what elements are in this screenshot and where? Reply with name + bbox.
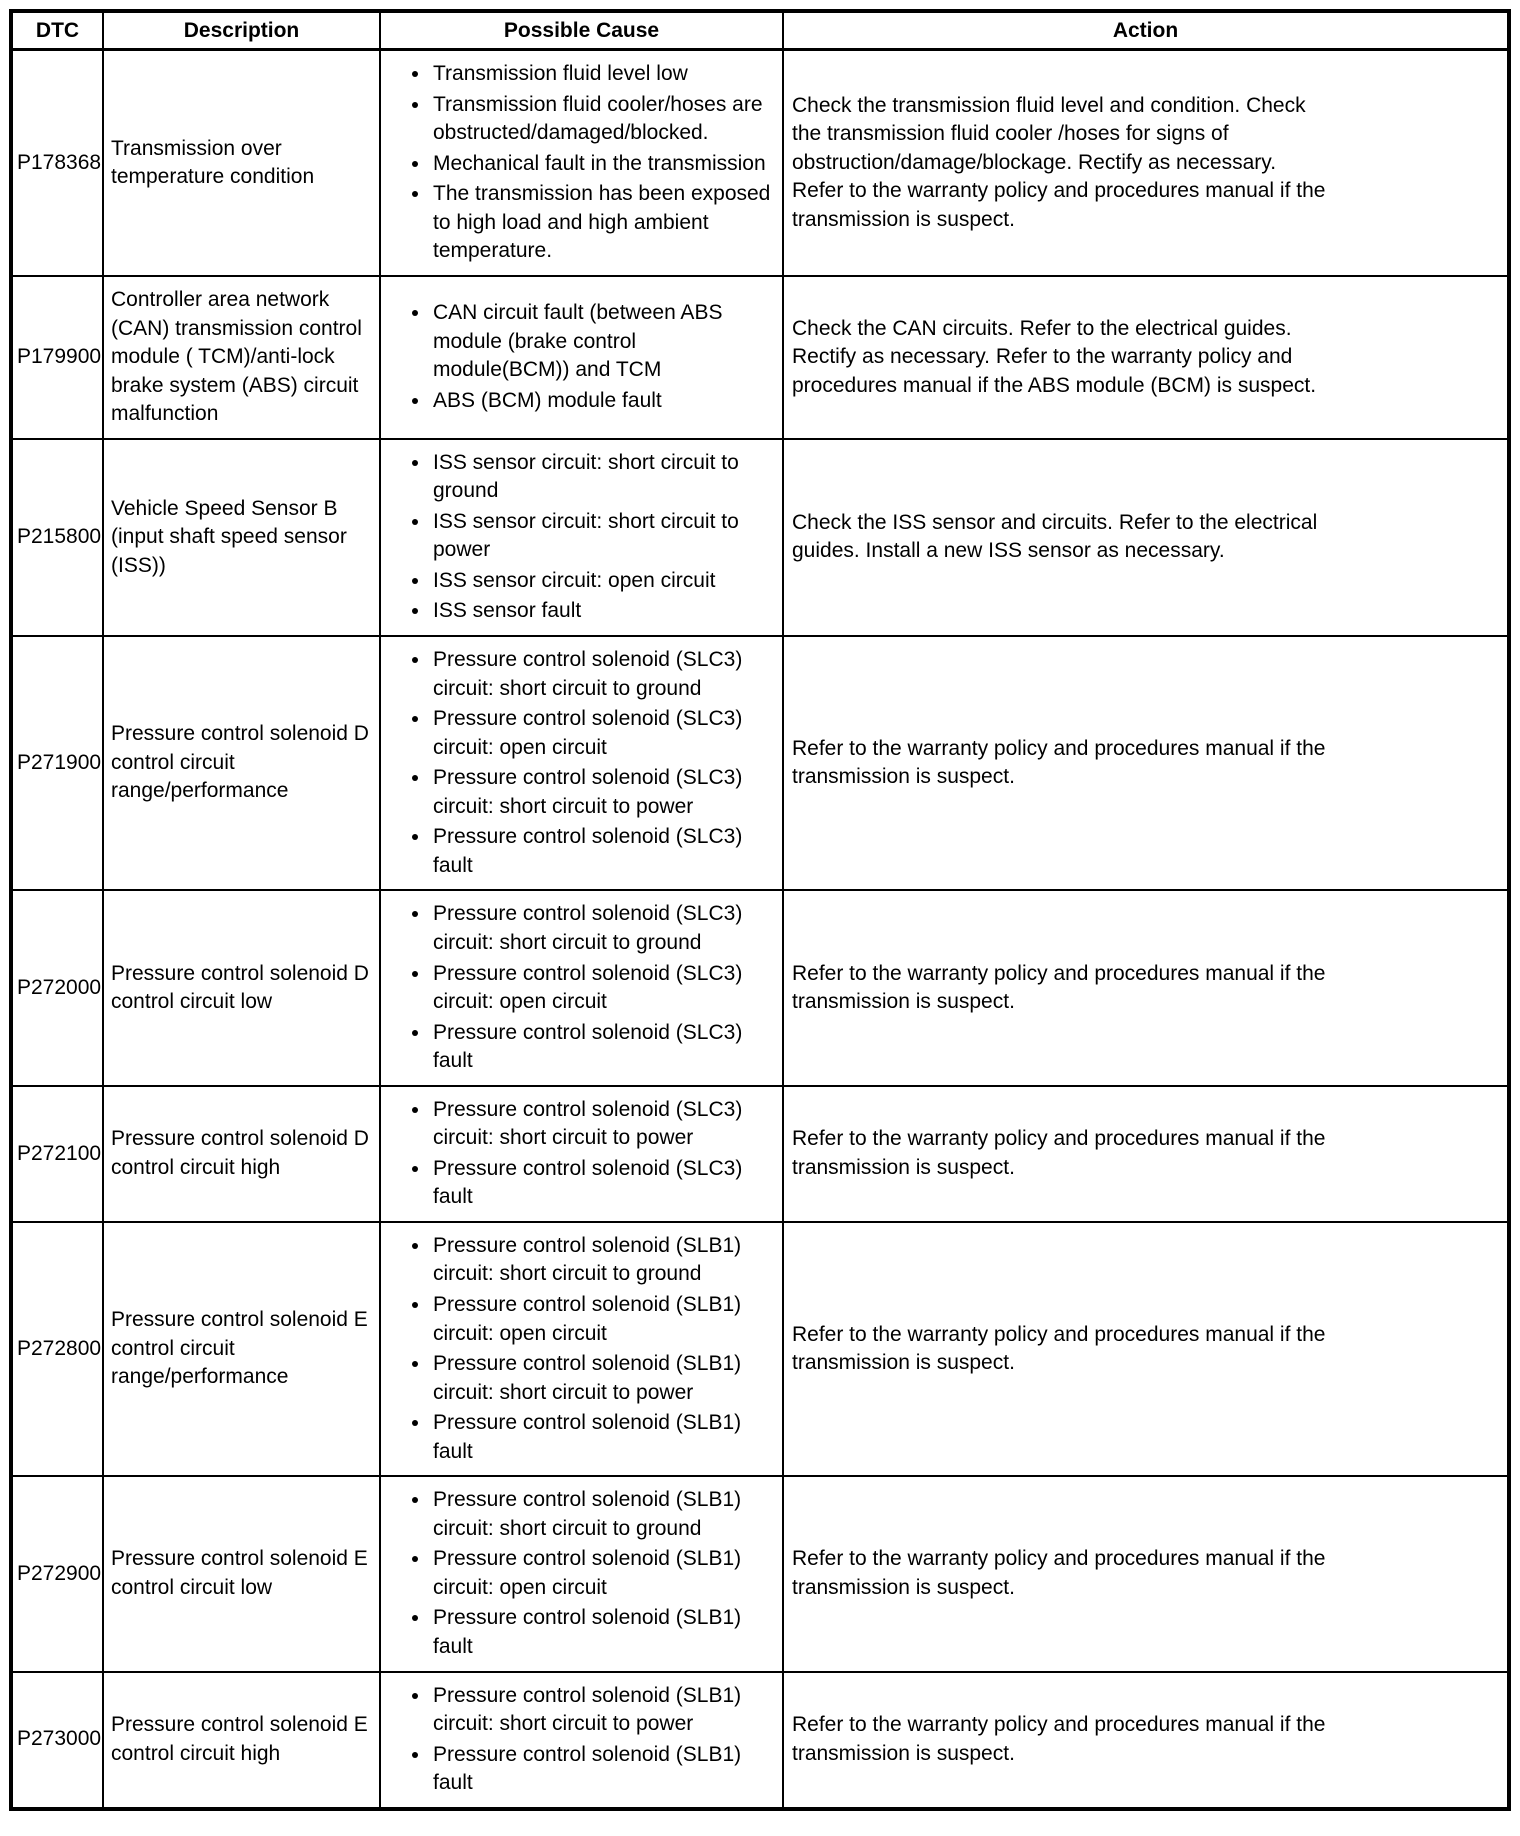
possible-cause-cell (380, 1222, 783, 1476)
possible-cause-cell (380, 439, 783, 636)
cause-item: • Pressure control solenoid (SLB1) circuit: open circuit (431, 1545, 778, 1602)
cause-item: • Pressure control solenoid (SLB1) circuit: short circuit to ground (431, 1486, 778, 1543)
description-cell: Pressure control solenoid E control circuit high (103, 1672, 380, 1809)
dtc-cell: P273000 (11, 1672, 103, 1809)
cause-list (385, 299, 778, 415)
cause-item: • Pressure control solenoid (SLC3) circuit: open circuit (431, 960, 778, 1017)
description-cell: Pressure control solenoid D control circuit range/performance (103, 636, 380, 890)
cause-list (385, 646, 778, 880)
action-cell (783, 50, 1509, 276)
action-text: Check the ISS sensor and circuits. Refer to the electrical guides. Install a new ISS sensor as necessary. (792, 510, 1318, 563)
table-row (11, 1222, 1509, 1476)
cause-item: • CAN circuit fault (between ABS module (brake control module(BCM)) and TCM (431, 299, 778, 385)
cause-item: • The transmission has been exposed to high load and high ambient temperature. (431, 180, 778, 266)
possible-cause-cell (380, 50, 783, 276)
cause-list (385, 449, 778, 626)
dtc-cell: P178368 (11, 50, 103, 276)
dtc-table-body (11, 50, 1509, 1809)
cause-list (385, 900, 778, 1075)
header-cell-possible-cause: Possible Cause (380, 11, 783, 50)
action-cell (783, 1672, 1509, 1809)
cause-item: • Pressure control solenoid (SLC3) fault (431, 823, 778, 880)
cause-item: • ISS sensor fault (431, 597, 778, 626)
cause-item: • Pressure control solenoid (SLC3) fault (431, 1155, 778, 1212)
possible-cause-cell (380, 1086, 783, 1222)
dtc-cell: P272100 (11, 1086, 103, 1222)
cause-item: • Pressure control solenoid (SLB1) circuit: short circuit to ground (431, 1232, 778, 1289)
cause-item: • Pressure control solenoid (SLC3) circuit: short circuit to power (431, 1096, 778, 1153)
action-text: Refer to the warranty policy and procedures manual if the transmission is suspect. (792, 1322, 1326, 1375)
cause-item: • Pressure control solenoid (SLB1) fault (431, 1604, 778, 1661)
action-text: Check the transmission fluid level and condition. Check the transmission fluid cooler /hoses for signs of obstruction/damage/blockage. Rectify as necessary. Refer to the warranty policy and procedures manual if the transmission is suspect. (792, 93, 1326, 231)
description-cell: Controller area network (CAN) transmission control module ( TCM)/anti-lock brake system (ABS) circuit malfunction (103, 276, 380, 439)
cause-list (385, 1096, 778, 1212)
action-text: Refer to the warranty policy and procedures manual if the transmission is suspect. (792, 961, 1326, 1014)
table-row (11, 1476, 1509, 1671)
cause-list (385, 60, 778, 266)
action-text: Refer to the warranty policy and procedures manual if the transmission is suspect. (792, 1713, 1326, 1765)
table-row (11, 1086, 1509, 1222)
action-text: Refer to the warranty policy and procedures manual if the transmission is suspect. (792, 736, 1326, 789)
dtc-cell: P272900 (11, 1476, 103, 1671)
header-cell-description: Description (103, 11, 380, 50)
description-cell: Vehicle Speed Sensor B (input shaft speed sensor (ISS)) (103, 439, 380, 636)
cause-item: • ISS sensor circuit: short circuit to power (431, 508, 778, 565)
table-row (11, 1672, 1509, 1809)
cause-item: • Mechanical fault in the transmission (431, 150, 778, 179)
table-row (11, 636, 1509, 890)
action-cell (783, 1476, 1509, 1671)
action-text: Refer to the warranty policy and procedures manual if the transmission is suspect. (792, 1127, 1326, 1179)
table-row (11, 890, 1509, 1085)
cause-item: • Pressure control solenoid (SLB1) fault (431, 1409, 778, 1466)
cause-item: • Pressure control solenoid (SLB1) circuit: open circuit (431, 1291, 778, 1348)
cause-item: • Pressure control solenoid (SLB1) circuit: short circuit to power (431, 1682, 778, 1739)
description-cell: Pressure control solenoid D control circuit low (103, 890, 380, 1085)
description-cell: Pressure control solenoid D control circuit high (103, 1086, 380, 1222)
possible-cause-cell (380, 1476, 783, 1671)
table-row (11, 439, 1509, 636)
cause-item: • Transmission fluid level low (431, 60, 778, 89)
action-cell (783, 1086, 1509, 1222)
action-cell (783, 636, 1509, 890)
cause-item: • ABS (BCM) module fault (431, 387, 778, 416)
table-row (11, 276, 1509, 439)
cause-list (385, 1486, 778, 1661)
action-cell (783, 276, 1509, 439)
cause-item: • Transmission fluid cooler/hoses are obstructed/damaged/blocked. (431, 91, 778, 148)
cause-item: • ISS sensor circuit: short circuit to ground (431, 449, 778, 506)
cause-item: • Pressure control solenoid (SLC3) circuit: short circuit to ground (431, 900, 778, 957)
cause-item: • Pressure control solenoid (SLC3) circuit: short circuit to ground (431, 646, 778, 703)
dtc-cell: P272000 (11, 890, 103, 1085)
header-cell-action: Action (783, 11, 1509, 50)
table-row (11, 50, 1509, 276)
possible-cause-cell (380, 890, 783, 1085)
action-cell (783, 439, 1509, 636)
action-cell (783, 890, 1509, 1085)
cause-list (385, 1232, 778, 1466)
cause-item: • Pressure control solenoid (SLC3) fault (431, 1019, 778, 1076)
possible-cause-cell (380, 276, 783, 439)
cause-item: • Pressure control solenoid (SLB1) fault (431, 1741, 778, 1798)
header-cell-dtc: DTC (11, 11, 103, 50)
action-text: Refer to the warranty policy and procedures manual if the transmission is suspect. (792, 1547, 1326, 1599)
description-cell: Pressure control solenoid E control circuit range/performance (103, 1222, 380, 1476)
description-cell: Pressure control solenoid E control circuit low (103, 1476, 380, 1671)
possible-cause-cell (380, 1672, 783, 1809)
dtc-cell: P271900 (11, 636, 103, 890)
description-cell: Transmission over temperature condition (103, 50, 380, 276)
table-header-row (11, 11, 1509, 50)
cause-item: • Pressure control solenoid (SLB1) circuit: short circuit to power (431, 1350, 778, 1407)
dtc-table-head (11, 11, 1509, 50)
action-text: Check the CAN circuits. Refer to the electrical guides. Rectify as necessary. Refer to the warranty policy and procedures manual if the ABS module (BCM) is suspect. (792, 316, 1317, 397)
cause-list (385, 1682, 778, 1798)
dtc-table (9, 9, 1511, 1811)
action-cell (783, 1222, 1509, 1476)
dtc-cell: P215800 (11, 439, 103, 636)
cause-item: • Pressure control solenoid (SLC3) circuit: short circuit to power (431, 764, 778, 821)
cause-item: • ISS sensor circuit: open circuit (431, 567, 778, 596)
possible-cause-cell (380, 636, 783, 890)
cause-item: • Pressure control solenoid (SLC3) circuit: open circuit (431, 705, 778, 762)
dtc-cell: P272800 (11, 1222, 103, 1476)
dtc-cell: P179900 (11, 276, 103, 439)
